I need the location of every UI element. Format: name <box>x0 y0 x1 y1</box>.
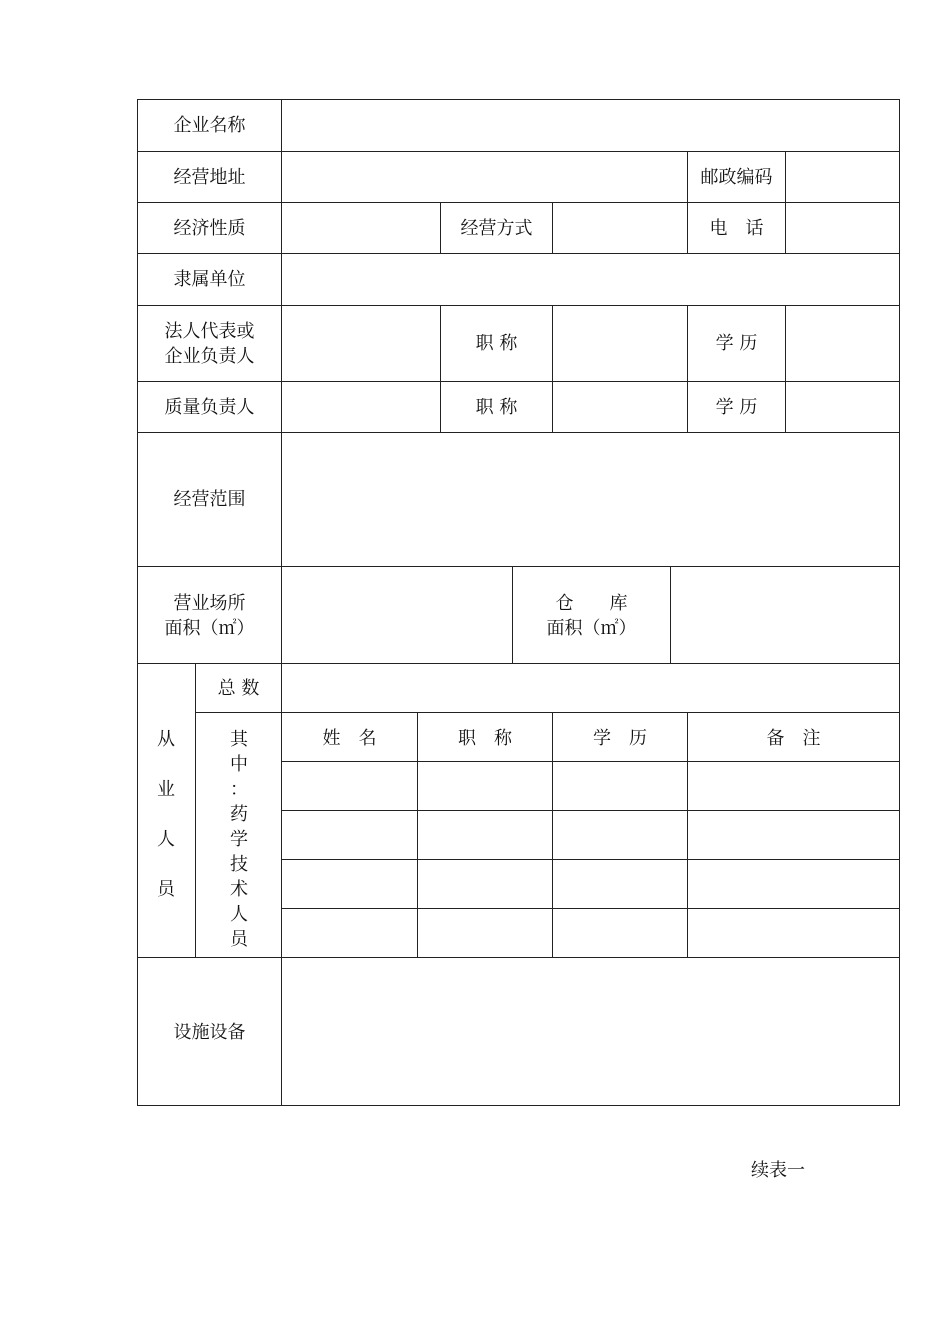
pharma-label-char: 中 <box>230 754 248 775</box>
pharma-label-char: 术 <box>230 879 248 900</box>
staff-label-char: 员 <box>157 879 175 900</box>
staff-header-title: 职 称 <box>458 728 512 749</box>
pharma-label-char: ： <box>230 779 248 800</box>
facilities-label: 设施设备 <box>173 1022 246 1043</box>
company-name-label: 企业名称 <box>173 115 246 136</box>
staff-header-education: 学 历 <box>593 728 647 749</box>
row-divider <box>195 712 900 713</box>
business-mode-field[interactable] <box>553 203 687 253</box>
premises-area-label-line2: 面积（㎡） <box>164 618 255 639</box>
quality-head-education-field[interactable] <box>786 382 899 432</box>
economic-nature-field[interactable] <box>282 203 440 253</box>
pharma-label-char: 药 <box>230 804 248 825</box>
warehouse-area-field[interactable] <box>671 567 899 663</box>
staff-title-cell[interactable] <box>418 860 552 908</box>
staff-education-cell[interactable] <box>553 860 687 908</box>
legal-rep-field[interactable] <box>282 306 440 381</box>
legal-rep-label-line2: 企业负责人 <box>164 346 255 367</box>
total-label: 总 数 <box>217 678 260 699</box>
staff-name-cell[interactable] <box>282 909 417 957</box>
business-scope-field[interactable] <box>282 433 899 566</box>
quality-head-title-field[interactable] <box>553 382 687 432</box>
legal-rep-title-field[interactable] <box>553 306 687 381</box>
staff-label-char: 业 <box>157 779 175 800</box>
pharma-label-char: 学 <box>230 829 248 850</box>
postcode-field[interactable] <box>786 152 899 202</box>
pharma-label-char: 技 <box>230 854 248 875</box>
economic-nature-label: 经济性质 <box>173 218 246 239</box>
warehouse-area-label-line2: 面积（㎡） <box>546 618 637 639</box>
address-field[interactable] <box>282 152 687 202</box>
column-divider <box>195 663 196 957</box>
staff-title-cell[interactable] <box>418 909 552 957</box>
warehouse-area-label-line1: 仓 库 <box>555 593 628 614</box>
pharma-label-char: 其 <box>230 729 248 750</box>
staff-label-char: 人 <box>157 829 175 850</box>
staff-title-cell[interactable] <box>418 762 552 810</box>
continued-table-note: 续表一 <box>751 1160 805 1181</box>
staff-name-cell[interactable] <box>282 811 417 859</box>
company-name-field[interactable] <box>282 100 899 151</box>
quality-head-education-label: 学 历 <box>715 397 758 418</box>
staff-header-name: 姓 名 <box>322 728 377 749</box>
pharma-label-char: 员 <box>230 929 248 950</box>
legal-rep-education-label: 学 历 <box>715 333 758 354</box>
staff-remarks-cell[interactable] <box>688 762 899 810</box>
total-staff-field[interactable] <box>282 664 899 712</box>
quality-head-field[interactable] <box>282 382 440 432</box>
staff-header-remarks: 备 注 <box>766 728 821 749</box>
staff-remarks-cell[interactable] <box>688 811 899 859</box>
postcode-label: 邮政编码 <box>700 167 773 188</box>
staff-remarks-cell[interactable] <box>688 860 899 908</box>
phone-field[interactable] <box>786 203 899 253</box>
facilities-field[interactable] <box>282 958 899 1105</box>
quality-head-title-label: 职 称 <box>475 397 518 418</box>
staff-education-cell[interactable] <box>553 762 687 810</box>
affiliated-unit-label: 隶属单位 <box>173 269 246 290</box>
address-label: 经营地址 <box>173 167 246 188</box>
business-scope-label: 经营范围 <box>173 489 246 510</box>
staff-remarks-cell[interactable] <box>688 909 899 957</box>
staff-name-cell[interactable] <box>282 860 417 908</box>
premises-area-field[interactable] <box>282 567 512 663</box>
affiliated-unit-field[interactable] <box>282 254 899 305</box>
table-border-bottom <box>137 1105 900 1106</box>
quality-head-label: 质量负责人 <box>164 397 255 418</box>
legal-rep-education-field[interactable] <box>786 306 899 381</box>
staff-name-cell[interactable] <box>282 762 417 810</box>
staff-title-cell[interactable] <box>418 811 552 859</box>
phone-label: 电 话 <box>709 218 764 239</box>
business-mode-label: 经营方式 <box>460 218 533 239</box>
premises-area-label-line1: 营业场所 <box>173 593 246 614</box>
staff-label-char: 从 <box>157 729 175 750</box>
legal-rep-label-line1: 法人代表或 <box>164 321 255 342</box>
staff-education-cell[interactable] <box>553 811 687 859</box>
pharma-label-char: 人 <box>230 904 248 925</box>
table-border-right <box>899 99 900 1106</box>
legal-rep-title-label: 职 称 <box>475 333 518 354</box>
staff-education-cell[interactable] <box>553 909 687 957</box>
